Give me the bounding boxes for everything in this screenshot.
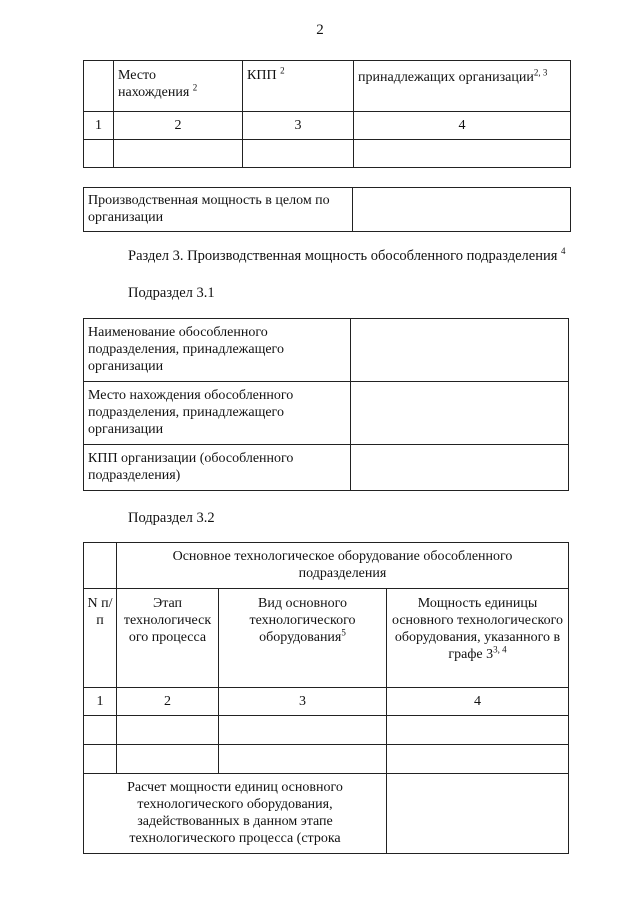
kpp-header [243, 61, 354, 112]
kpp-header-label: КПП [247, 68, 277, 83]
section-3-title-text: Раздел 3. Производственная мощность обособленного подразделения [128, 248, 558, 264]
empty-cell [353, 188, 571, 232]
equipment-group-header: Основное технологическое оборудование обособленного подразделения [117, 543, 569, 589]
empty-cell [351, 319, 569, 382]
empty-cell [387, 716, 569, 745]
organization-header-label: принадлежащих организации [358, 70, 534, 85]
unit-kpp-label: КПП организации (обособленного подразделения) [84, 445, 351, 491]
equipment-header-label: Вид основного технологического оборудования [249, 596, 356, 645]
empty-cell [84, 543, 117, 589]
location-header [114, 61, 243, 112]
stage-header: Этап технологическ ого процесса [117, 589, 219, 688]
section-3-title [128, 248, 566, 265]
empty-cell [84, 140, 114, 168]
equipment-header [219, 589, 387, 688]
capacity-header [387, 589, 569, 688]
empty-cell [219, 716, 387, 745]
empty-cell [117, 716, 219, 745]
column-number: 1 [84, 112, 114, 140]
location-header-line2: нахождения [118, 85, 190, 100]
column-number: 3 [243, 112, 354, 140]
empty-cell [219, 745, 387, 774]
footnote-ref: 4 [561, 246, 566, 257]
empty-cell [387, 774, 569, 854]
empty-cell [243, 140, 354, 168]
footnote-ref: 2 [192, 82, 198, 93]
column-number: 2 [114, 112, 243, 140]
subsection-3-2-table [83, 542, 569, 854]
footnote-ref: 3, 4 [493, 644, 507, 655]
column-number: 4 [354, 112, 571, 140]
capacity-total-label: Производственная мощность в целом по организации [84, 188, 353, 232]
page-number: 2 [316, 22, 324, 38]
unit-location-label: Место нахождения обособленного подразделения, принадлежащего организации [84, 382, 351, 445]
organization-header [354, 61, 571, 112]
column-number: 3 [219, 688, 387, 716]
subsection-3-2-title: Подраздел 3.2 [128, 510, 215, 526]
column-number: 1 [84, 688, 117, 716]
empty-cell [84, 745, 117, 774]
footnote-ref: 2 [280, 65, 285, 76]
capacity-calc-label: Расчет мощности единиц основного технологического оборудования, задействованных в данном этапе технологического процесса (строка [84, 774, 387, 854]
empty-cell [351, 445, 569, 491]
number-header: N п/п [84, 589, 117, 688]
capacity-total-table [83, 187, 571, 232]
column-number: 2 [117, 688, 219, 716]
footnote-ref: 5 [341, 627, 346, 638]
location-header-line1: Место [118, 68, 156, 83]
empty-cell [351, 382, 569, 445]
empty-cell [387, 745, 569, 774]
empty-cell [84, 61, 114, 112]
empty-cell [117, 745, 219, 774]
capacity-header-label: Мощность единицы основного технологического оборудования, указанного в графе 3 [391, 596, 564, 662]
column-number: 4 [387, 688, 569, 716]
organization-table [83, 60, 571, 168]
empty-cell [114, 140, 243, 168]
subsection-3-1-title: Подраздел 3.1 [128, 285, 215, 301]
empty-cell [354, 140, 571, 168]
unit-name-label: Наименование обособленного подразделения, принадлежащего организации [84, 319, 351, 382]
empty-cell [84, 716, 117, 745]
subsection-3-1-table [83, 318, 569, 491]
footnote-ref: 2, 3 [533, 67, 548, 78]
